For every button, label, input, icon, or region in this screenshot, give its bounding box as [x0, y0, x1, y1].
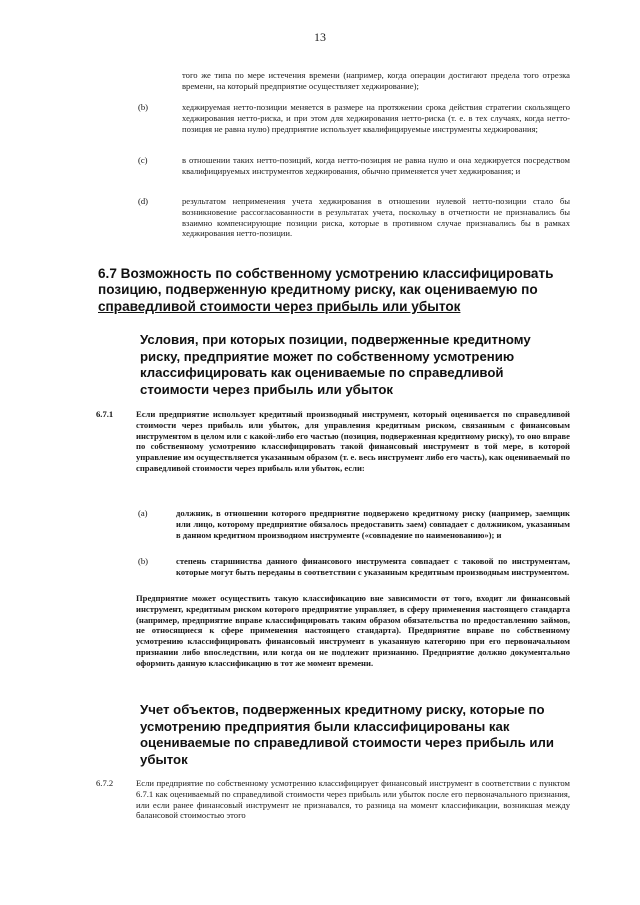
- list-label: (b): [138, 556, 149, 566]
- list-text: результатом неприменения учета хеджирования в отношении нулевой нетто-позиции стало бы возникновение рассогласованности в результатах учета, поскольку в отчетности не признавались бы взаимно компенсирующие позиции риска, которые в противном случае признавались бы в рамках хеджирования нетто-позиции.: [182, 196, 570, 239]
- page-number: 13: [314, 30, 326, 44]
- section-title-line: 6.7 Возможность по собственному усмотрению классифицировать: [98, 266, 554, 281]
- list-text: степень старшинства данного финансового инструмента совпадает с таковой по инструментам, которые могут быть переданы в соответствии с указанным кредитным производным инструментом.: [176, 556, 570, 577]
- subheading-conditions: Условия, при которых позиции, подверженные кредитному риску, предприятие может по собственному усмотрению классифицировать как оцениваемые по справедливой стоимости через прибыль или убыток: [140, 332, 531, 397]
- list-label: (d): [138, 196, 149, 206]
- paragraph-6-7-1-continuation: Предприятие может осуществить такую классификацию вне зависимости от того, входит ли финансовый инструмент, кредитным риском которого предприятие управляет, в сферу применения настоящего стандарта (например, предприятие вправе классифицировать таким образом обязательства по предоставлению займов, не относящиеся к сфере применения настоящего стандарта). Предприятие вправе по собственному усмотрению классифицировать финансовый инструмент в указанную категорию при его первоначальном признании либо впоследствии, или когда он не подлежит признанию. Предприятие должно документально оформить данную классификацию в тот же момент времени.: [136, 593, 570, 668]
- section-title-line: позицию, подверженную кредитному риску, как оцениваемую по: [98, 282, 538, 298]
- list-text: должник, в отношении которого предприятие подвержено кредитному риску (например, заемщик или лицо, которому предприятие обязалось предоставить заем) совпадает с должником, указанным в данном кредитном производном инструменте («совпадение по наименованию»); и: [176, 508, 570, 540]
- subheading-accounting: Учет объектов, подверженных кредитному риску, которые по усмотрению предприятия были классифицированы как оцениваемые по справедливой стоимости через прибыль или убыток: [140, 702, 554, 767]
- section-title-line: справедливой стоимости через прибыль или убыток: [98, 298, 461, 314]
- paragraph-number: 6.7.1: [96, 409, 114, 419]
- paragraph-text: Если предприятие использует кредитный производный инструмент, который оценивается по справедливой стоимости через прибыль или убыток, для управления кредитным риском, связанным с финансовым инструментом в целом или с какой-либо его частью (позиция, подверженная кредитному риску), то оно вправе по собственному усмотрению классифицировать такой финансовый инструмент в той мере, в которой управление им осуществляется указанным образом (т. е. весь инструмент либо его часть), как оцениваемый по справедливой стоимости через прибыль или убыток, если:: [136, 409, 570, 473]
- list-label: (c): [138, 155, 148, 165]
- list-label: (a): [138, 508, 148, 518]
- list-text: хеджируемая нетто-позиции меняется в размере на протяжении срока действия стратегии скользящего хеджирования нетто-риска, и при этом для хеджирования нетто-риска (т. е. в тех случаях, когда нетто-позиция не равна нулю) предприятие использует квалифицируемые инструменты хеджирования;: [182, 102, 570, 134]
- list-label: (b): [138, 102, 149, 112]
- list-text: в отношении таких нетто-позиций, когда нетто-позиция не равна нулю и она хеджируется посредством квалифицируемых инструментов хеджирования, обычно применяется учет хеджирования; и: [182, 155, 570, 176]
- continuation-text: того же типа по мере истечения времени (например, когда операции достигают предела того отрезка времени, на который предприятие осуществляет хеджирование);: [182, 70, 570, 91]
- paragraph-text: Если предприятие по собственному усмотрению классифицирует финансовый инструмент в соответствии с пунктом 6.7.1 как оцениваемый по справедливой стоимости через прибыль или убыток после его первоначального признания, или если ранее финансовый инструмент не признавался, то разница на момент классификации, возникшая между балансовой стоимостью этого: [136, 778, 570, 821]
- paragraph-number: 6.7.2: [96, 778, 114, 788]
- section-title: [98, 266, 578, 315]
